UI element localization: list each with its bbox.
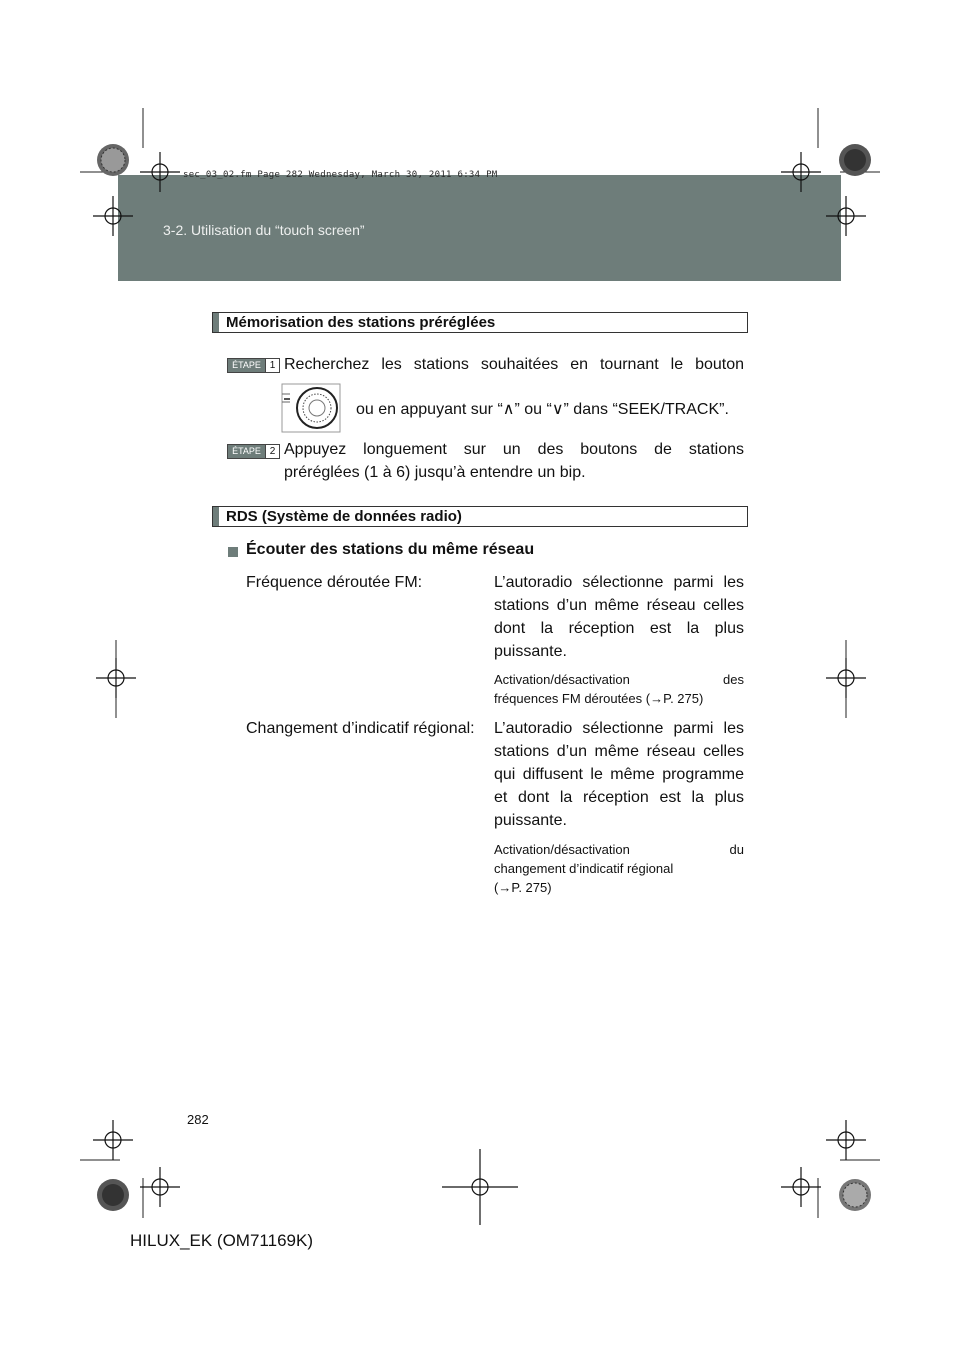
- item2-line: puissante.: [494, 812, 567, 829]
- item2-note: Activation/désactivation du: [494, 842, 744, 857]
- step2-line1: Appuyez longuement sur un des boutons de stations: [284, 441, 744, 458]
- section-heading-memorisation: [212, 312, 748, 333]
- item2-line: stations d’un même réseau celles: [494, 743, 744, 760]
- section-title: Mémorisation des stations préréglées: [226, 314, 496, 331]
- step1-line1: Recherchez les stations souhaitées en tournant le bouton: [284, 356, 744, 373]
- item1-line: dont la réception est la plus: [494, 620, 744, 637]
- print-stamp: sec_03_02.fm Page 282 Wednesday, March 30, 2011 6:34 PM: [183, 170, 498, 180]
- item2-note: (→P. 275): [494, 880, 552, 895]
- section-title: RDS (Système de données radio): [226, 508, 462, 525]
- item1-label: Fréquence déroutée FM:: [246, 574, 423, 591]
- item1-line: puissante.: [494, 643, 567, 660]
- step2-badge: ÉTAPE 2: [227, 444, 280, 459]
- item1-line: stations d’un même réseau celles: [494, 597, 744, 614]
- page-number: 282: [187, 1112, 209, 1127]
- item1-line: L’autoradio sélectionne parmi les: [494, 574, 744, 591]
- subheading: Écouter des stations du même réseau: [246, 541, 535, 558]
- section-label: 3-2. Utilisation du “touch screen”: [163, 222, 365, 238]
- tune-knob-icon: [280, 380, 342, 436]
- step2-line2: préréglées (1 à 6) jusqu’à entendre un bip.: [284, 464, 586, 481]
- step1-line2: ou en appuyant sur “∧” ou “∨” dans “SEEK/TRACK”.: [356, 401, 729, 418]
- square-bullet-icon: [228, 547, 238, 557]
- document-code: HILUX_EK (OM71169K): [130, 1231, 313, 1250]
- step1-badge: ÉTAPE 1: [227, 358, 280, 373]
- item2-note: changement d’indicatif régional: [494, 861, 674, 876]
- item2-line: qui diffusent le même programme: [494, 766, 744, 783]
- item2-line: L’autoradio sélectionne parmi les: [494, 720, 744, 737]
- item1-note: Activation/désactivation des: [494, 672, 744, 687]
- item2-label: Changement d’indicatif régional:: [246, 720, 475, 737]
- item1-note: fréquences FM déroutées (→P. 275): [494, 691, 704, 706]
- section-heading-rds: [212, 506, 748, 527]
- item2-line: et dont la réception est la plus: [494, 789, 744, 806]
